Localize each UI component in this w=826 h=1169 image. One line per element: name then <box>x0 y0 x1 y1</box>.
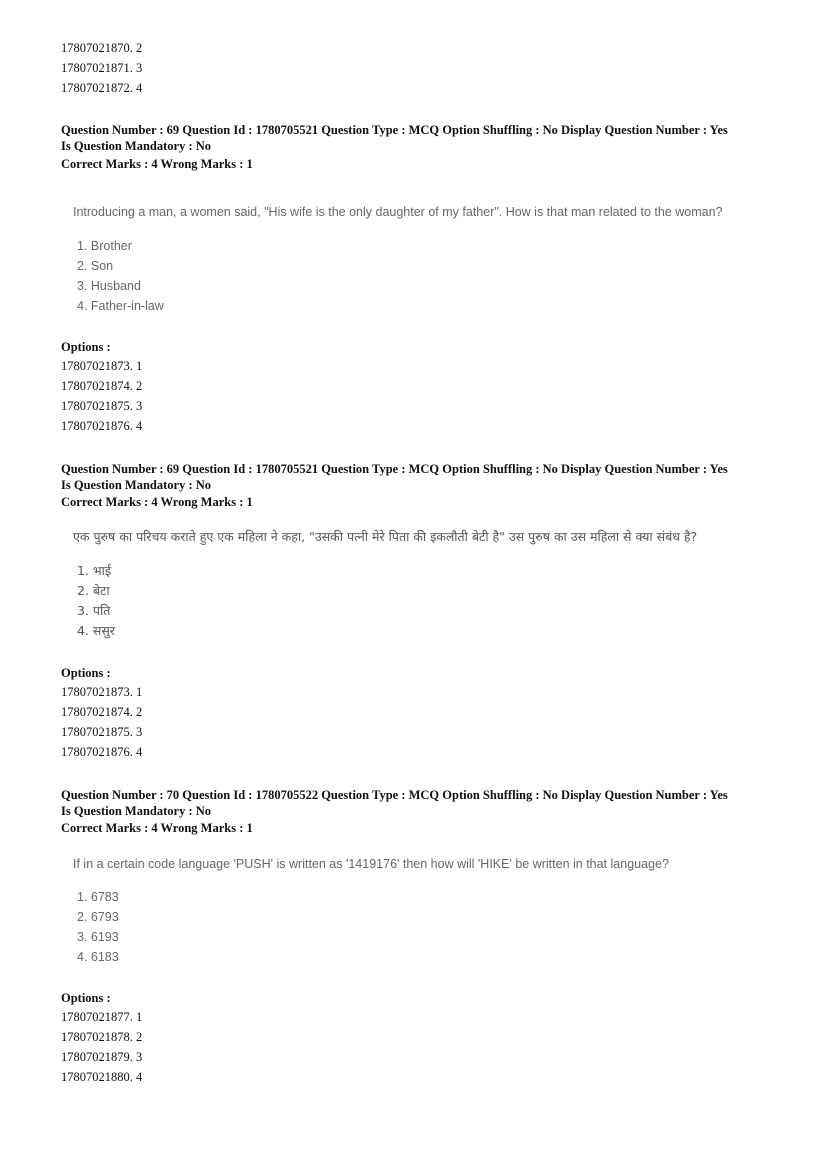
choice: 2. Son <box>77 259 114 273</box>
choice: 4. 6183 <box>77 950 119 964</box>
options-label: Options : <box>61 991 111 1005</box>
option-line: 17807021878. 2 <box>61 1030 143 1044</box>
option-line: 17807021879. 3 <box>61 1050 143 1064</box>
question-meta: Question Number : 70 Question Id : 1780705522 Question Type : MCQ Option Shuffling : No Display Question Number : Yes <box>61 788 728 802</box>
choice: 3. Husband <box>77 279 141 293</box>
choice: 4. Father-in-law <box>77 299 164 313</box>
option-line: 17807021877. 1 <box>61 1010 143 1024</box>
options-label: Options : <box>61 340 111 354</box>
question-mandatory: Is Question Mandatory : No <box>61 139 212 153</box>
question-text: एक पुरुष का परिचय कराते हुए एक महिला ने कहा, "उसकी पत्नी मेरे पिता की इकलौती बेटी है" उस पुरुष का उस महिला से क्या संबंध है? <box>73 529 698 544</box>
option-line: 17807021873. 1 <box>61 685 143 699</box>
question-image <box>73 856 669 872</box>
option-line: 17807021880. 4 <box>61 1070 143 1084</box>
option-line: 17807021870. 2 <box>61 41 143 55</box>
question-marks: Correct Marks : 4 Wrong Marks : 1 <box>61 157 253 171</box>
question-meta: Question Number : 69 Question Id : 1780705521 Question Type : MCQ Option Shuffling : No Display Question Number : Yes <box>61 123 728 137</box>
question-image <box>73 529 697 545</box>
choice: 1. Brother <box>77 239 132 253</box>
option-line: 17807021871. 3 <box>61 61 143 75</box>
option-line: 17807021876. 4 <box>61 745 143 759</box>
question-mandatory: Is Question Mandatory : No <box>61 804 212 818</box>
option-line: 17807021873. 1 <box>61 359 143 373</box>
option-line: 17807021874. 2 <box>61 379 143 393</box>
choice: 1. 6783 <box>77 890 119 904</box>
choice: 4. ससुर <box>77 623 115 638</box>
option-line: 17807021875. 3 <box>61 399 143 413</box>
question-mandatory: Is Question Mandatory : No <box>61 478 212 492</box>
options-label: Options : <box>61 666 111 680</box>
question-meta: Question Number : 69 Question Id : 1780705521 Question Type : MCQ Option Shuffling : No Display Question Number : Yes <box>61 462 728 476</box>
question-image <box>73 204 722 220</box>
choice: 2. 6793 <box>77 910 119 924</box>
option-line: 17807021875. 3 <box>61 725 143 739</box>
option-line: 17807021876. 4 <box>61 419 143 433</box>
choice: 3. पति <box>77 603 111 618</box>
question-text: Introducing a man, a women said, "His wife is the only daughter of my father". How is that man related to the woman? <box>73 205 723 219</box>
question-marks: Correct Marks : 4 Wrong Marks : 1 <box>61 821 253 835</box>
question-text: If in a certain code language 'PUSH' is written as '1419176' then how will 'HIKE' be written in that language? <box>73 857 669 871</box>
choice: 1. भाई <box>77 563 112 578</box>
choice: 2. बेटा <box>77 583 110 598</box>
option-line: 17807021874. 2 <box>61 705 143 719</box>
choice: 3. 6193 <box>77 930 119 944</box>
option-line: 17807021872. 4 <box>61 81 143 95</box>
question-marks: Correct Marks : 4 Wrong Marks : 1 <box>61 495 253 509</box>
